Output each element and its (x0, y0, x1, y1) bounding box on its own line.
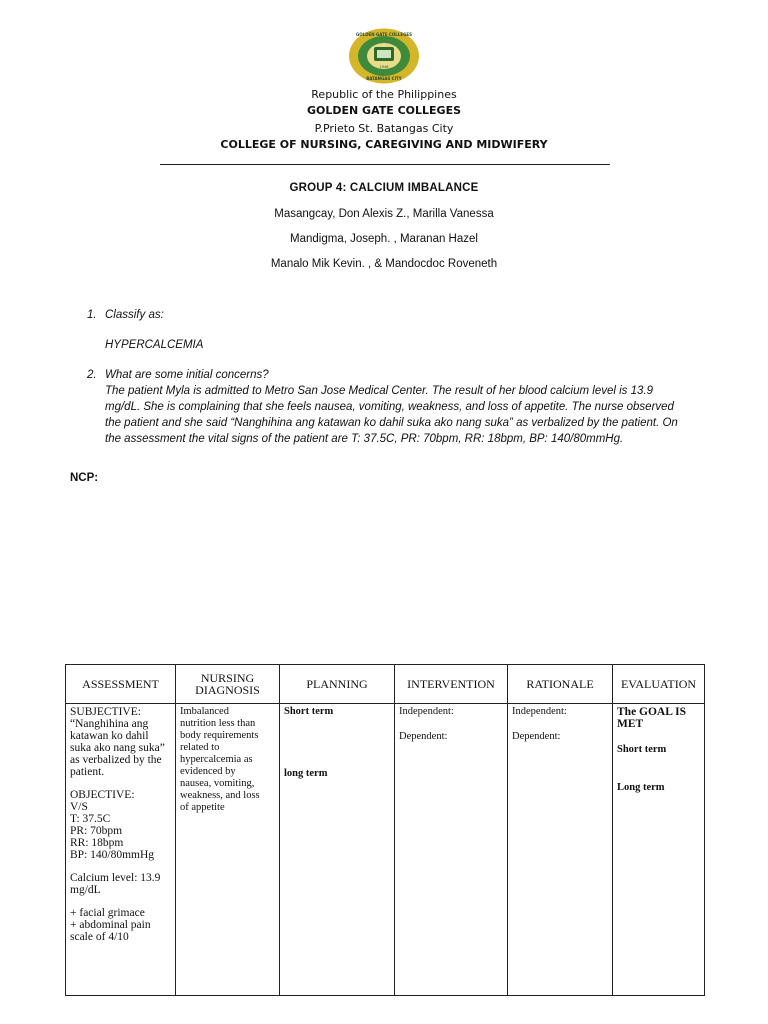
subjective-line: “Nanghihina ang (70, 718, 149, 730)
header-rationale: RATIONALE (508, 665, 613, 704)
cell-evaluation (613, 704, 705, 996)
college-name: COLLEGE OF NURSING, CAREGIVING AND MIDWIFERY (220, 138, 548, 151)
member-line-2: Mandigma, Joseph. , Maranan Hazel (290, 233, 478, 245)
objective-line: T: 37.5C (70, 813, 111, 825)
header-divider (160, 164, 610, 165)
evaluation-goal-line-2: MET (617, 718, 644, 730)
subjective-line: patient. (70, 766, 105, 778)
ncp-label: NCP: (70, 472, 99, 484)
cell-planning (280, 704, 395, 996)
header-intervention: INTERVENTION (395, 665, 508, 704)
group-title: GROUP 4: CALCIUM IMBALANCE (289, 182, 479, 194)
seal-shield-inner (377, 50, 391, 58)
evaluation-short-term: Short term (617, 744, 667, 755)
seal-year: 1946 (379, 65, 389, 69)
header-planning: PLANNING (280, 665, 395, 704)
planning-long-term: long term (284, 768, 328, 779)
q2-text: What are some initial concerns? (105, 369, 269, 381)
table-header-row (66, 665, 705, 704)
diagnosis-line: weakness, and loss (180, 790, 260, 801)
seal-text-top: GOLDEN GATE COLLEGES (355, 32, 413, 37)
subjective-label: SUBJECTIVE: (70, 706, 141, 718)
intervention-dependent: Dependent: (399, 731, 448, 742)
diagnosis-line: nausea, vomiting, (180, 778, 255, 789)
cell-assessment (66, 704, 176, 996)
calcium-line: mg/dL (70, 884, 101, 896)
rationale-independent: Independent: (512, 706, 567, 717)
evaluation-long-term: Long term (617, 782, 665, 793)
diagnosis-line: hypercalcemia as (180, 754, 253, 765)
header-nursing-diagnosis: NURSING DIAGNOSIS (176, 665, 280, 704)
cue-line: + abdominal pain (70, 919, 151, 931)
planning-short-term: Short term (284, 706, 334, 717)
objective-line: RR: 18bpm (70, 837, 124, 849)
subjective-line: suka ako nang suka” (70, 742, 165, 754)
intervention-independent: Independent: (399, 706, 454, 717)
header-evaluation: EVALUATION (613, 665, 705, 704)
diagnosis-line: Imbalanced (180, 706, 229, 717)
q2-line-4: the assessment the vital signs of the patient are T: 37.5C, PR: 70bpm, RR: 18bpm, BP: 140/80mmHg. (105, 433, 624, 445)
q2-line-2: mg/dL. She is complaining that she feels nausea, vomiting, weakness, and loss of appetite. The nurse observed (105, 401, 674, 413)
evaluation-goal-line-1: The GOAL IS (617, 706, 687, 718)
school-name: GOLDEN GATE COLLEGES (306, 104, 462, 117)
cue-line: + facial grimace (70, 907, 145, 919)
header-assessment: ASSESSMENT (66, 665, 176, 704)
rationale-dependent: Dependent: (512, 731, 561, 742)
cell-intervention (395, 704, 508, 996)
diagnosis-line: of appetite (180, 802, 225, 813)
q1-answer: HYPERCALCEMIA (105, 339, 204, 351)
diagnosis-line: body requirements (180, 730, 259, 741)
seal-text-bottom: BATANGAS CITY (366, 76, 402, 81)
q2-line-3: the patient and she said “Nanghihina ang katawan ko dahil suka ako nang suka” as verbalized by the patient. On (105, 417, 678, 429)
subjective-line: as verbalized by the (70, 754, 162, 766)
diagnosis-line: nutrition less than (180, 718, 256, 729)
school-address: P.Prieto St. Batangas City (314, 122, 454, 135)
cell-rationale (508, 704, 613, 996)
objective-label: OBJECTIVE: (70, 789, 135, 801)
member-line-3: Manalo Mik Kevin. , & Mandocdoc Roveneth (270, 258, 498, 270)
cell-nursing-diagnosis (176, 704, 280, 996)
republic-line: Republic of the Philippines (311, 88, 457, 101)
objective-line: PR: 70bpm (70, 825, 123, 837)
q1-text: Classify as: (105, 309, 164, 321)
subjective-line: katawan ko dahil (70, 730, 149, 742)
q1-number: 1. (87, 309, 97, 321)
ncp-table (65, 664, 705, 996)
college-seal-logo (347, 27, 421, 85)
objective-line: V/S (70, 801, 88, 813)
objective-line: BP: 140/80mmHg (70, 849, 155, 861)
calcium-line: Calcium level: 13.9 (70, 872, 161, 884)
q2-line-1: The patient Myla is admitted to Metro San Jose Medical Center. The result of her blood calcium level is 13.9 (105, 385, 654, 397)
cue-line: scale of 4/10 (70, 931, 129, 943)
member-line-1: Masangcay, Don Alexis Z., Marilla Vanessa (274, 208, 494, 220)
q2-number: 2. (87, 369, 97, 381)
diagnosis-line: evidenced by (180, 766, 236, 777)
diagnosis-line: related to (180, 742, 220, 753)
table-row (66, 704, 705, 996)
